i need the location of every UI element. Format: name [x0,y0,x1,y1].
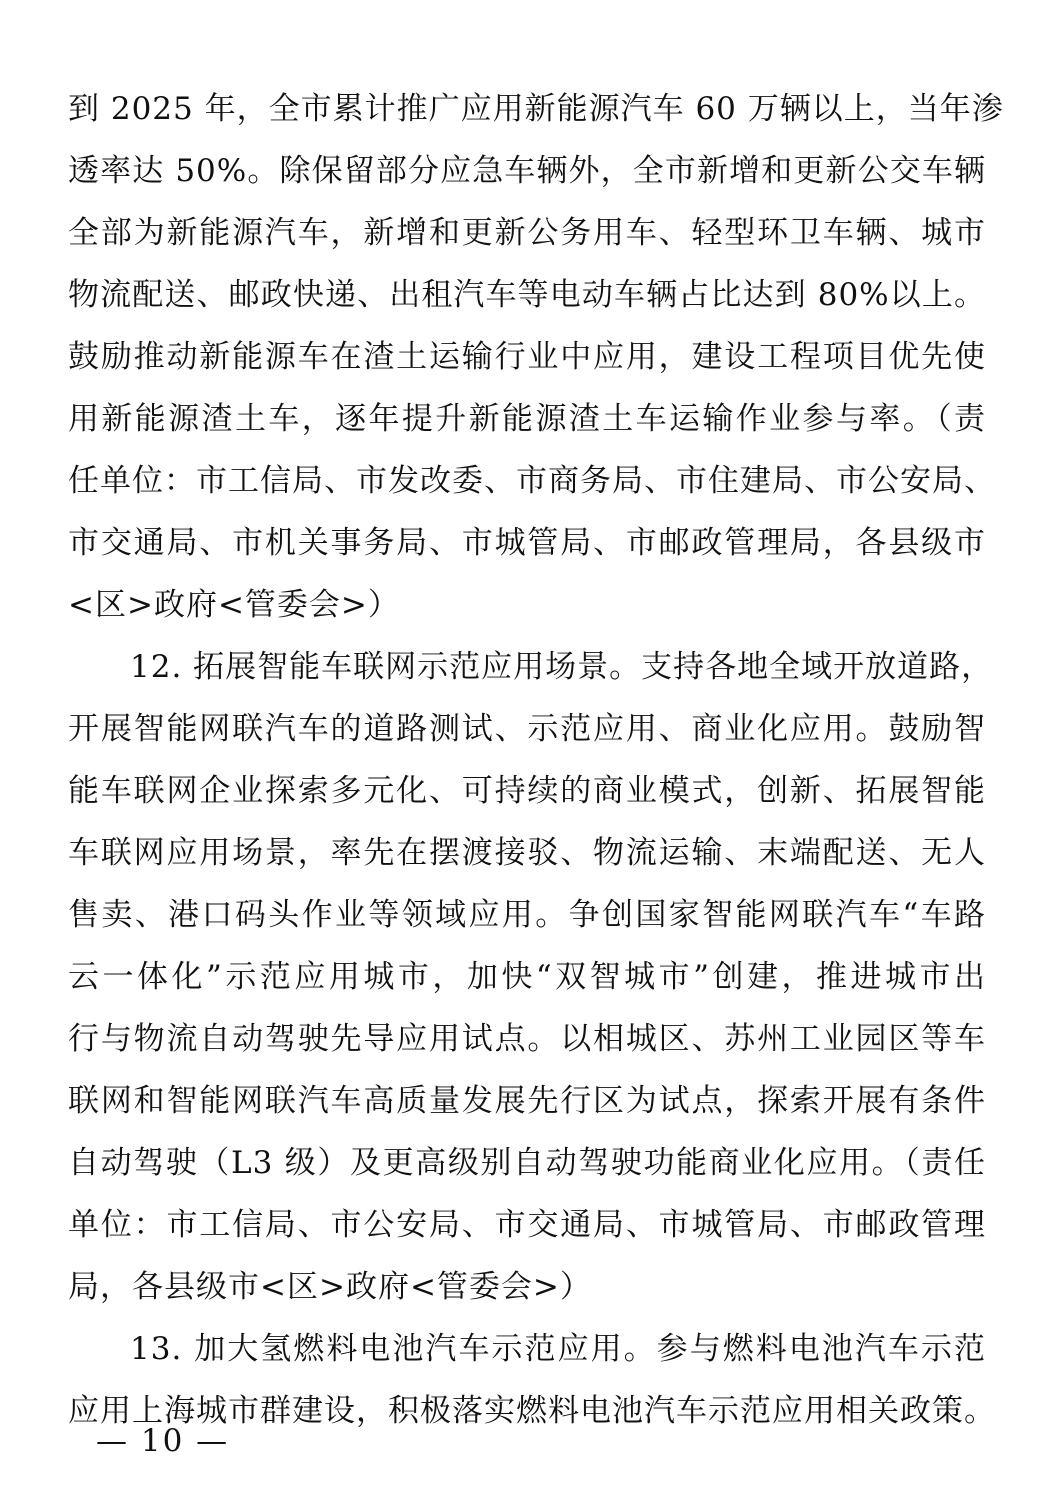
text-line: 自动驾驶（L3 级）及更高级别自动驾驶功能商业化应用。（责任 [68,1145,986,1181]
item-heading-line: 12. 拓展智能车联网示范应用场景。支持各地全域开放道路， [130,649,994,685]
text-line: 能车联网企业探索多元化、可持续的商业模式，创新、拓展智能 [68,773,986,809]
text-line: 用新能源渣土车，逐年提升新能源渣土车运输作业参与率。（责 [68,401,986,437]
text-line: 应用上海城市群建设，积极落实燃料电池汽车示范应用相关政策。 [68,1393,996,1429]
text-line: 物流配送、邮政快递、出租汽车等电动车辆占比达到 80%以上。 [68,277,986,313]
paragraph-1 [68,84,1004,642]
text-line: 全部为新能源汽车，新增和更新公务用车、轻型环卫车辆、城市 [68,215,986,251]
text-line: 行与物流自动驾驶先导应用试点。以相城区、苏州工业园区等车 [68,1021,986,1057]
text-line: 任单位：市工信局、市发改委、市商务局、市住建局、市公安局、 [68,463,996,499]
text-line: 单位：市工信局、市公安局、市交通局、市城管局、市邮政管理 [68,1207,986,1243]
text-line: <区>政府<管委会>） [68,587,400,623]
text-line: 局，各县级市<区>政府<管委会>） [68,1269,592,1305]
text-line: 售卖、港口码头作业等领域应用。争创国家智能网联汽车“车路 [68,897,986,933]
page-number: — 10 — [96,1423,230,1459]
paragraph-item-12 [68,642,994,1324]
text-line: 联网和智能网联汽车高质量发展先行区为试点，探索开展有条件 [68,1083,986,1119]
item-heading-line: 13. 加大氢燃料电池汽车示范应用。参与燃料电池汽车示范 [130,1331,986,1367]
body-text [68,84,1004,1448]
text-line: 透率达 50%。除保留部分应急车辆外，全市新增和更新公交车辆 [68,153,986,189]
text-line: 鼓励推动新能源车在渣土运输行业中应用，建设工程项目优先使 [68,339,986,375]
text-line: 开展智能网联汽车的道路测试、示范应用、商业化应用。鼓励智 [68,711,986,747]
text-line: 云一体化”示范应用城市，加快“双智城市”创建，推进城市出 [68,959,986,995]
text-line: 到 2025 年，全市累计推广应用新能源汽车 60 万辆以上，当年渗 [68,91,1004,127]
text-line: 市交通局、市机关事务局、市城管局、市邮政管理局，各县级市 [68,525,986,561]
text-line: 车联网应用场景，率先在摆渡接驳、物流运输、末端配送、无人 [68,835,986,871]
